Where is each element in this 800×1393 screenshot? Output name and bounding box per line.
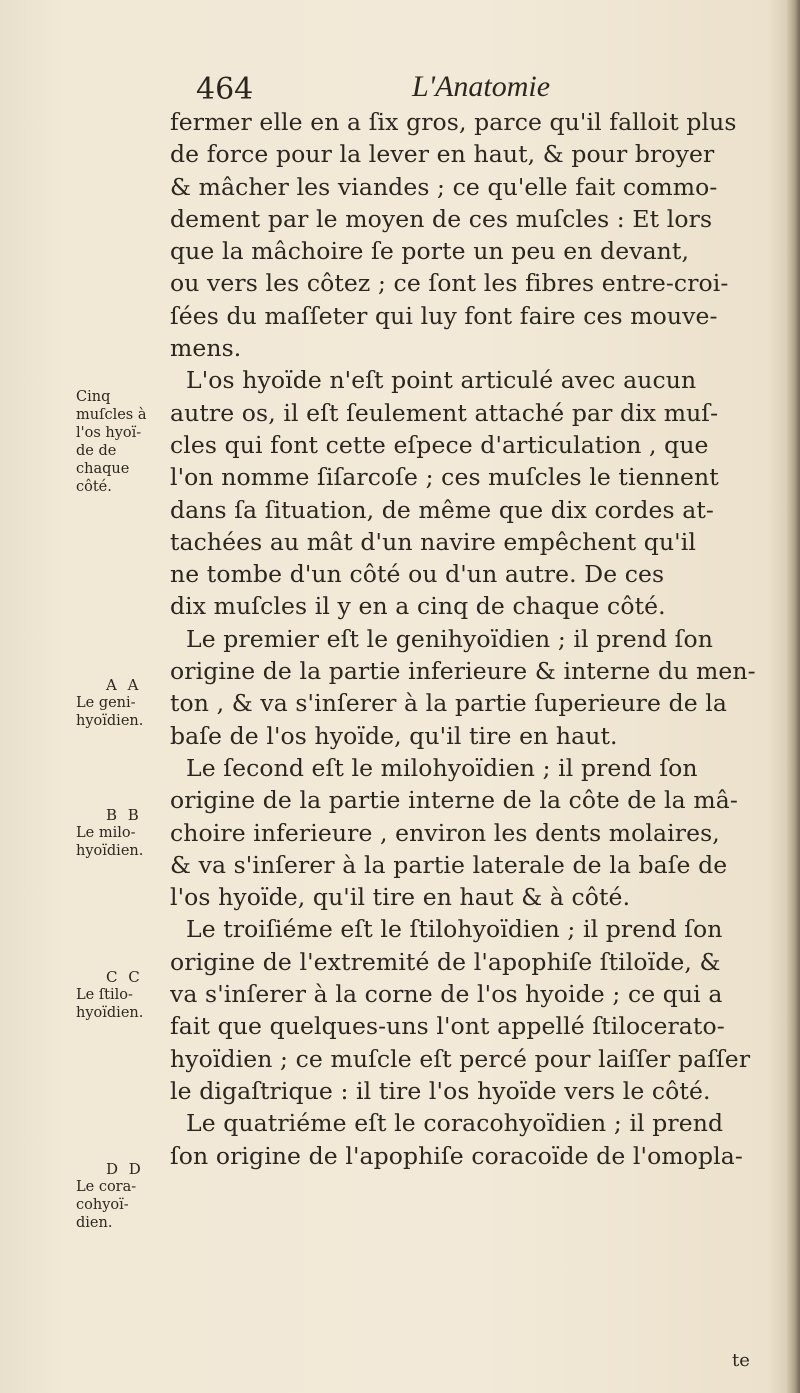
margin-note-five-muscles [76,388,186,496]
note-line: Le milo- [76,825,136,841]
note-line: de de [76,443,117,459]
text-line: ſon origine de l'apophiſe coracoïde de l'omopla- [170,1141,743,1170]
note-line: hyoïdien. [76,1005,144,1021]
margin-note-mylohyoid [76,806,186,860]
text-line: ſées du maſſeter qui luy font faire ces mouve- [170,301,718,330]
catchword: te [732,1350,750,1371]
paragraph-start: Le ſecond eſt le milohyoïdien ; il prend ſon [186,753,698,782]
text-line: tachées au mât d'un navire empêchent qu'il [170,527,696,556]
note-line: Le geni- [76,695,136,711]
text-line: que la mâchoire ſe porte un peu en devant, [170,237,690,266]
text-line: autre os, il eſt ſeulement attaché par dix muſ- [170,398,719,427]
text-line: ton , & va s'inſerer à la partie ſuperieure de la [170,689,728,718]
margin-note-geniohyoid [76,676,186,730]
figure-key-BB: B B [106,806,142,824]
text-line: dix muſcles il y en a cinq de chaque côté. [170,592,666,621]
margin-note-coracohyoid [76,1160,186,1232]
text-line: choire inferieure , environ les dents molaires, [170,818,720,847]
paragraph-start: Le premier eſt le genihyoïdien ; il prend ſon [186,624,713,653]
figure-key-AA: A A [106,676,142,694]
body-text [170,106,770,1172]
text-line: dement par le moyen de ces muſcles : Et lors [170,204,713,233]
text-line: hyoïdien ; ce muſcle eſt percé pour laiſſer paſſer [170,1044,751,1073]
text-line: le digaſtrique : il tire l'os hyoïde vers le côté. [170,1076,711,1105]
text-line: fait que quelques-uns l'ont appellé ſtilocerato- [170,1012,725,1041]
note-line: l'os hyoï- [76,425,142,441]
note-line: dien. [76,1215,113,1231]
note-line: chaque [76,461,130,477]
note-line: cohyoï- [76,1197,129,1213]
paragraph-start: Le quatriéme eſt le coracohyoïdien ; il prend [186,1109,724,1138]
note-line: muſcles à [76,407,147,423]
text-line: ne tombe d'un côté ou d'un autre. De ces [170,560,665,589]
figure-key-CC: C C [106,968,143,986]
note-line: côté. [76,479,112,495]
text-line: dans ſa ſituation, de même que dix cordes at- [170,495,714,524]
text-line: & mâcher les viandes ; ce qu'elle fait commo- [170,172,718,201]
text-line: ou vers les côtez ; ce ſont les fibres entre-croi- [170,269,729,298]
text-line: & va s'inſerer à la partie laterale de la baſe de [170,850,728,879]
text-line: l'os hyoïde, qu'il tire en haut & à côté. [170,883,631,912]
note-line: Cinq [76,389,111,405]
text-line: mens. [170,334,242,363]
text-line: va s'inſerer à la corne de l'os hyoide ; ce qui a [170,980,723,1009]
text-line: fermer elle en a ſix gros, parce qu'il falloit plus [170,108,737,136]
text-line: origine de l'extremité de l'apophiſe ſtiloïde, & [170,947,721,976]
paragraph-start: Le troiſiéme eſt le ſtilohyoïdien ; il prend ſon [186,915,723,944]
page-edge-shadow [786,0,800,1393]
note-line: Le cora- [76,1179,137,1195]
text-line: de force pour la lever en haut, & pour broyer [170,140,715,169]
text-line: origine de la partie interne de la côte de la mâ- [170,786,738,815]
margin-note-stylohyoid [76,968,186,1022]
text-line: baſe de l'os hyoïde, qu'il tire en haut. [170,721,618,750]
figure-key-DD: D D [106,1160,144,1178]
page-number: 464 [196,72,254,107]
text-line: origine de la partie inferieure & interne du men- [170,657,756,686]
note-line: hyoïdien. [76,843,144,859]
text-line: l'on nomme ſiſarcoſe ; ces muſcles le tiennent [170,463,719,492]
note-line: hyoïdien. [76,713,144,729]
note-line: Le ſtilo- [76,987,133,1003]
text-line: cles qui font cette eſpece d'articulation , que [170,430,709,459]
running-title: L'Anatomie [412,70,551,103]
paragraph-start: L'os hyoïde n'eſt point articulé avec aucun [186,366,697,395]
